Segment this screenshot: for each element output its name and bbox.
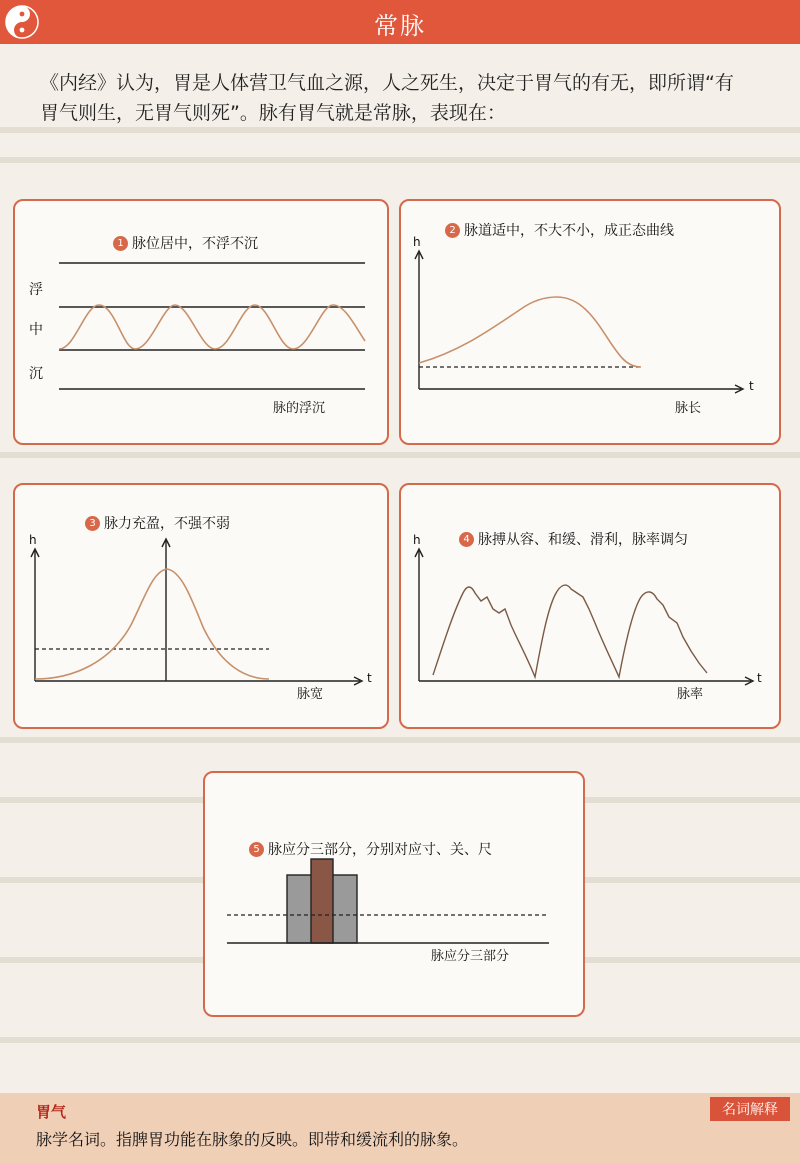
- panel-4-axis-h: h: [413, 533, 421, 547]
- panel-5-number: 5: [249, 842, 264, 857]
- panel-5-caption-text: 脉应分三部分，分别对应寸、关、尺: [268, 842, 492, 858]
- intro-paragraph: [40, 68, 770, 128]
- glossary-tag: 名词解释: [710, 1097, 790, 1121]
- pulse-waveform: [433, 585, 707, 677]
- panel-pulse-strength: [13, 483, 389, 729]
- pulse-curve: [419, 297, 641, 367]
- page-header: [0, 0, 800, 44]
- panel-3-number: 3: [85, 516, 100, 531]
- panel-3-axis-t: t: [367, 671, 372, 685]
- level-float: 浮: [29, 282, 43, 298]
- panel-1-caption: [113, 233, 258, 253]
- panel-pulse-three-parts: [203, 771, 585, 1017]
- panel-2-axis-h: h: [413, 235, 421, 249]
- panel-1-number: 1: [113, 236, 128, 251]
- panel-3-caption: [85, 513, 230, 533]
- panel-5-caption: [249, 839, 492, 859]
- panel-2-caption-text: 脉道适中，不大不小，成正态曲线: [464, 223, 674, 239]
- panel-1-caption-text: 脉位居中，不浮不沉: [132, 236, 258, 252]
- panel-pulse-rhythm: [399, 483, 781, 729]
- center-block: [311, 859, 333, 943]
- panel-4-caption: [459, 529, 688, 549]
- panel-pulse-length: [399, 199, 781, 445]
- page-title: 常脉: [374, 12, 426, 40]
- panel-2-label: 脉长: [675, 401, 702, 416]
- panel-4-caption-text: 脉搏从容、和缓、滑利，脉率调匀: [478, 532, 688, 548]
- panel-2-number: 2: [445, 223, 460, 238]
- intro-line-2: 胃气则生，无胃气则死”。脉有胃气就是常脉，表现在：: [40, 102, 506, 124]
- panel-4-number: 4: [459, 532, 474, 547]
- glossary-box: [0, 1093, 800, 1163]
- panel-4-label: 脉率: [677, 687, 704, 702]
- panel-3-caption-text: 脉力充盈，不强不弱: [104, 516, 230, 532]
- panel-4-axis-t: t: [757, 671, 762, 685]
- pulse-curve: [35, 569, 269, 679]
- level-middle: 中: [29, 322, 43, 338]
- intro-line-1: 《内经》认为，胃是人体营卫气血之源，人之死生，决定于胃气的有无，即所谓“有: [40, 72, 734, 94]
- panel-5-label: 脉应分三部分: [431, 949, 510, 964]
- panel-3-label: 脉宽: [297, 687, 324, 702]
- panel-pulse-position: [13, 199, 389, 445]
- glossary-term: 胃气: [36, 1103, 67, 1121]
- panel-1-label: 脉的浮沉: [273, 401, 326, 416]
- level-deep: 沉: [29, 366, 43, 382]
- glossary-definition: 脉学名词。指脾胃功能在脉象的反映。即带和缓流利的脉象。: [36, 1130, 469, 1149]
- panel-2-axis-t: t: [749, 379, 754, 393]
- panel-5-diagram: [205, 773, 583, 1015]
- panel-4-diagram: [401, 485, 779, 727]
- panel-3-axis-h: h: [29, 533, 37, 547]
- panel-2-caption: [445, 220, 674, 240]
- pulse-wave: [59, 305, 365, 349]
